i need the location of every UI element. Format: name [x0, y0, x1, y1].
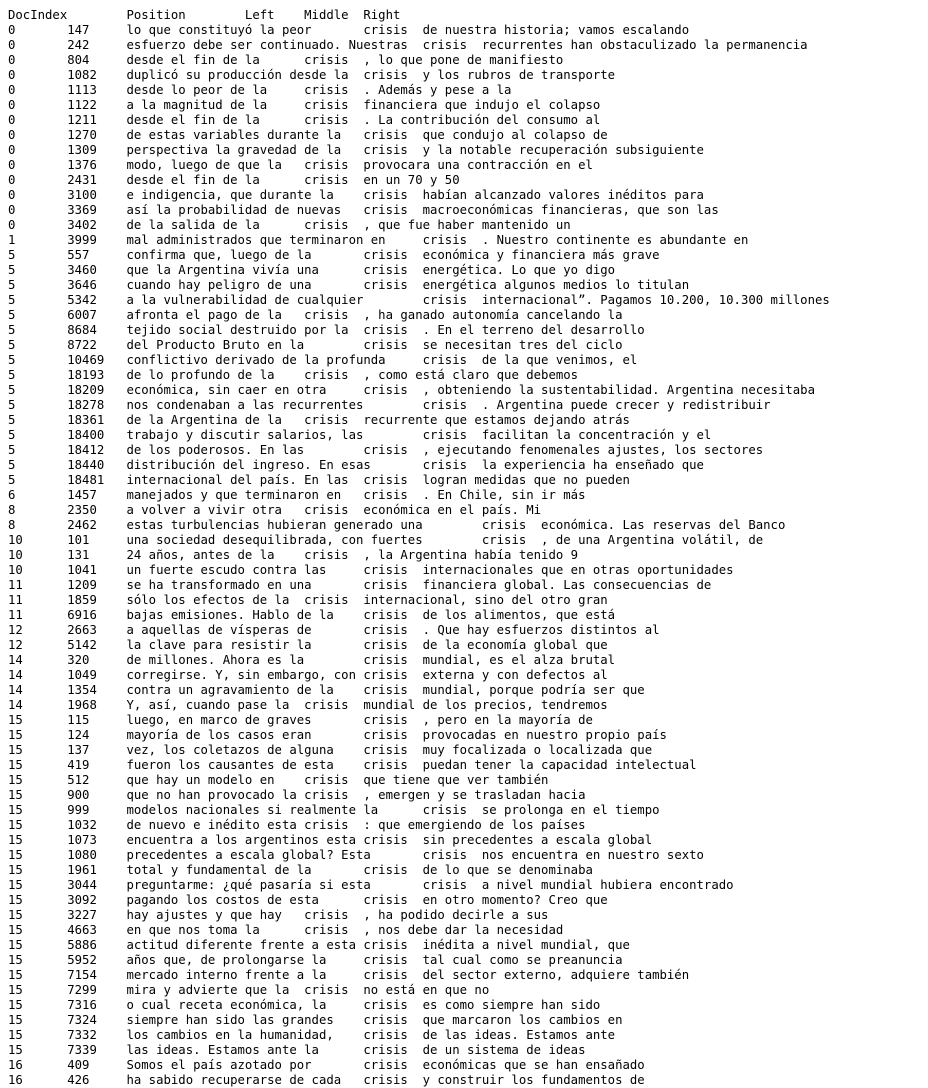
concordance-row: 5 8684 tejido social destruido por la crisis . En el terreno del desarrollo [8, 323, 645, 337]
concordance-row: 0 3100 e indigencia, que durante la crisis habían alcanzado valores inéditos para [8, 188, 704, 202]
concordance-row: 15 3044 preguntarme: ¿qué pasaría si esta crisis a nivel mundial hubiera encontrado [8, 878, 734, 892]
concordance-row: 16 409 Somos el país azotado por crisis económicas que se han ensañado [8, 1058, 645, 1072]
concordance-row: 15 4663 en que nos toma la crisis , nos debe dar la necesidad [8, 923, 564, 937]
concordance-row: 10 1041 un fuerte escudo contra las crisis internacionales que en otras oportunidades [8, 563, 734, 577]
concordance-row: 0 1082 duplicó su producción desde la crisis y los rubros de transporte [8, 68, 616, 82]
concordance-row: 15 7324 siempre han sido las grandes crisis que marcaron los cambios en [8, 1013, 623, 1027]
concordance-row: 6 1457 manejados y que terminaron en crisis . En Chile, sin ir más [8, 488, 586, 502]
concordance-row: 15 5886 actitud diferente frente a esta crisis inédita a nivel mundial, que [8, 938, 630, 952]
concordance-row: 15 7299 mira y advierte que la crisis no está en que no [8, 983, 490, 997]
concordance-row: 15 1961 total y fundamental de la crisis de lo que se denominaba [8, 863, 593, 877]
concordance-row: 1 3999 mal administrados que terminaron en crisis . Nuestro continente es abundante en [8, 233, 749, 247]
concordance-row: 5 6007 afronta el pago de la crisis , ha ganado autonomía cancelando la [8, 308, 623, 322]
concordance-row: 10 101 una sociedad desequilibrada, con fuertes crisis , de una Argentina volátil, de [8, 533, 764, 547]
concordance-row: 5 18440 distribución del ingreso. En esas crisis la experiencia ha enseñado que [8, 458, 704, 472]
concordance-row: 5 18412 de los poderosos. En las crisis , ejecutando fenomenales ajustes, los sectores [8, 443, 764, 457]
concordance-row: 0 242 esfuerzo debe ser continuado. Nuestras crisis recurrentes han obstaculizado la permanencia [8, 38, 808, 52]
concordance-row: 15 1073 encuentra a los argentinos esta crisis sin precedentes a escala global [8, 833, 653, 847]
concordance-row: 8 2462 estas turbulencias hubieran generado una crisis económica. Las reservas del Banco [8, 518, 786, 532]
concordance-row: 11 1859 sólo los efectos de la crisis internacional, sino del otro gran [8, 593, 608, 607]
concordance-row: 15 419 fueron los causantes de esta crisis puedan tener la capacidad intelectual [8, 758, 697, 772]
concordance-row: 15 900 que no han provocado la crisis , emergen y se trasladan hacia [8, 788, 586, 802]
concordance-row: 11 1209 se ha transformado en una crisis financiera global. Las consecuencias de [8, 578, 712, 592]
concordance-row: 14 1049 corregirse. Y, sin embargo, con crisis externa y con defectos al [8, 668, 608, 682]
concordance-row: 10 131 24 años, antes de la crisis , la Argentina había tenido 9 [8, 548, 579, 562]
concordance-row: 0 147 lo que constituyó la peor crisis de nuestra historia; vamos escalando [8, 23, 690, 37]
concordance-row: 0 1113 desde lo peor de la crisis . Además y pese a la [8, 83, 512, 97]
concordance-row: 15 999 modelos nacionales si realmente la crisis se prolonga en el tiempo [8, 803, 660, 817]
concordance-row: 5 18193 de lo profundo de la crisis , como está claro que debemos [8, 368, 579, 382]
concordance-row: 15 1032 de nuevo e inédito esta crisis : que emergiendo de los países [8, 818, 586, 832]
concordance-row: 15 7316 o cual receta económica, la crisis es como siempre han sido [8, 998, 601, 1012]
concordance-row: 5 18209 económica, sin caer en otra crisis , obteniendo la sustentabilidad. Argentina necesitaba [8, 383, 815, 397]
concordance-row: 5 3460 que la Argentina vivía una crisis energética. Lo que yo digo [8, 263, 616, 277]
concordance-row: 5 557 confirma que, luego de la crisis económica y financiera más grave [8, 248, 660, 262]
concordance-row: 15 137 vez, los coletazos de alguna crisis muy focalizada o localizada que [8, 743, 653, 757]
concordance-row: 0 1122 a la magnitud de la crisis financiera que indujo el colapso [8, 98, 601, 112]
concordance-row: 14 1354 contra un agravamiento de la crisis mundial, porque podría ser que [8, 683, 645, 697]
concordance-row: 0 2431 desde el fin de la crisis en un 70 y 50 [8, 173, 460, 187]
concordance-row: 5 8722 del Producto Bruto en la crisis se necesitan tres del ciclo [8, 338, 623, 352]
concordance-row: 12 2663 a aquellas de vísperas de crisis . Que hay esfuerzos distintos al [8, 623, 660, 637]
concordance-row: 0 3369 así la probabilidad de nuevas crisis macroeconómicas financieras, que son las [8, 203, 719, 217]
concordance-row: 14 1968 Y, así, cuando pase la crisis mundial de los precios, tendremos [8, 698, 608, 712]
concordance-row: 0 1309 perspectiva la gravedad de la crisis y la notable recuperación subsiguiente [8, 143, 704, 157]
concordance-row: 0 1376 modo, luego de que la crisis provocara una contracción en el [8, 158, 593, 172]
concordance-row: 15 7154 mercado interno frente a la crisis del sector externo, adquiere también [8, 968, 690, 982]
concordance-row: 12 5142 la clave para resistir la crisis de la economía global que [8, 638, 608, 652]
concordance-row: 5 18481 internacional del país. En las crisis logran medidas que no pueden [8, 473, 630, 487]
concordance-row: 5 18400 trabajo y discutir salarios, las crisis facilitan la concentración y el [8, 428, 712, 442]
concordance-row: 5 18361 de la Argentina de la crisis recurrente que estamos dejando atrás [8, 413, 630, 427]
concordance-row: 15 124 mayoría de los casos eran crisis provocadas en nuestro propio país [8, 728, 667, 742]
concordance-row: 15 7332 los cambios en la humanidad, crisis de las ideas. Estamos ante [8, 1028, 616, 1042]
concordance-row: 5 10469 conflictivo derivado de la profunda crisis de la que venimos, el [8, 353, 638, 367]
concordance-row: 15 7339 las ideas. Estamos ante la crisis de un sistema de ideas [8, 1043, 586, 1057]
concordance-row: 15 512 que hay un modelo en crisis que tiene que ver también [8, 773, 549, 787]
concordance-row: 0 804 desde el fin de la crisis , lo que pone de manifiesto [8, 53, 564, 67]
concordance-row: 15 115 luego, en marco de graves crisis , pero en la mayoría de [8, 713, 593, 727]
concordance-row: 16 426 ha sabido recuperarse de cada crisis y construir los fundamentos de [8, 1073, 645, 1087]
concordance-row: 15 1080 precedentes a escala global? Esta crisis nos encuentra en nuestro sexto [8, 848, 704, 862]
concordance-row: 5 18278 nos condenaban a las recurrentes crisis . Argentina puede crecer y redistribuir [8, 398, 771, 412]
concordance-row: 0 3402 de la salida de la crisis , que fue haber mantenido un [8, 218, 571, 232]
concordance-row: 15 3227 hay ajustes y que hay crisis , ha podido decirle a sus [8, 908, 549, 922]
concordance-row: 0 1211 desde el fin de la crisis . La contribución del consumo al [8, 113, 601, 127]
concordance-row: 14 320 de millones. Ahora es la crisis mundial, es el alza brutal [8, 653, 616, 667]
concordance-row: 0 1270 de estas variables durante la crisis que condujo al colapso de [8, 128, 608, 142]
column-header-row: DocIndex Position Left Middle Right [8, 8, 401, 22]
concordance-row: 11 6916 bajas emisiones. Hablo de la crisis de los alimentos, que está [8, 608, 616, 622]
concordance-row: 5 3646 cuando hay peligro de una crisis energética algunos medios lo titulan [8, 278, 690, 292]
concordance-row: 15 5952 años que, de prolongarse la crisis tal cual como se preanuncia [8, 953, 623, 967]
concordance-row: 15 3092 pagando los costos de esta crisis en otro momento? Creo que [8, 893, 608, 907]
concordance-row: 8 2350 a volver a vivir otra crisis económica en el país. Mi [8, 503, 542, 517]
concordance-row: 5 5342 a la vulnerabilidad de cualquier crisis internacional”. Pagamos 10.200, 10.300 millones [8, 293, 830, 307]
